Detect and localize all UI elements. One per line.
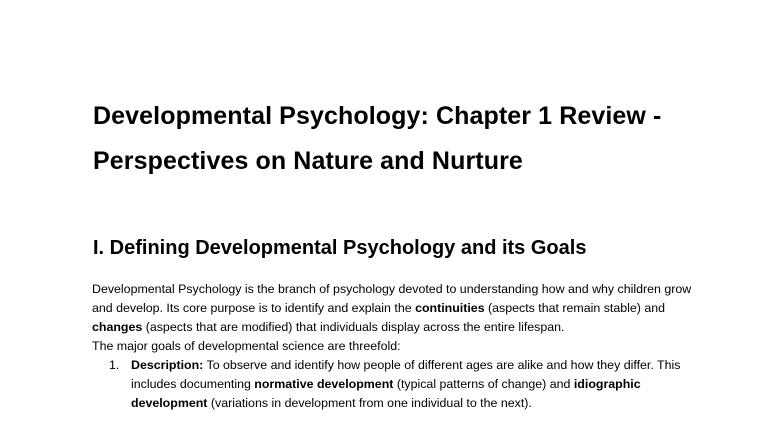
- term-idiographic-development: idiographic development: [131, 377, 641, 410]
- goal-text-3: (variations in development from one individual to the next).: [207, 396, 532, 410]
- document-title: Developmental Psychology: Chapter 1 Review - Perspectives on Nature and Nurture: [93, 102, 662, 175]
- term-continuities: continuities: [415, 301, 485, 315]
- section-heading: I. Defining Developmental Psychology and its Goals: [93, 237, 587, 259]
- goal-text-1: To observe and identify how people of different ages are alike and how they differ. This includes documenting: [131, 358, 681, 391]
- body-text: [92, 280, 692, 413]
- goal-term-description: Description:: [131, 358, 204, 372]
- list-item-number: 1.: [109, 358, 120, 372]
- goals-intro: The major goals of developmental science are threefold:: [92, 339, 401, 353]
- intro-paragraph: [92, 280, 692, 337]
- goals-list: [92, 356, 692, 413]
- intro-text-3: (aspects that are modified) that individuals display across the entire lifespan.: [142, 320, 565, 334]
- intro-text-1: Developmental Psychology is the branch of psychology devoted to understanding how and why children grow and develop. Its core purpose is to identify and explain the: [92, 282, 692, 315]
- term-normative-development: normative development: [254, 377, 394, 391]
- intro-text-2: (aspects that remain stable) and: [484, 301, 666, 315]
- list-item: [92, 356, 692, 413]
- goal-text-2: (typical patterns of change) and: [393, 377, 574, 391]
- term-changes: changes: [92, 320, 143, 334]
